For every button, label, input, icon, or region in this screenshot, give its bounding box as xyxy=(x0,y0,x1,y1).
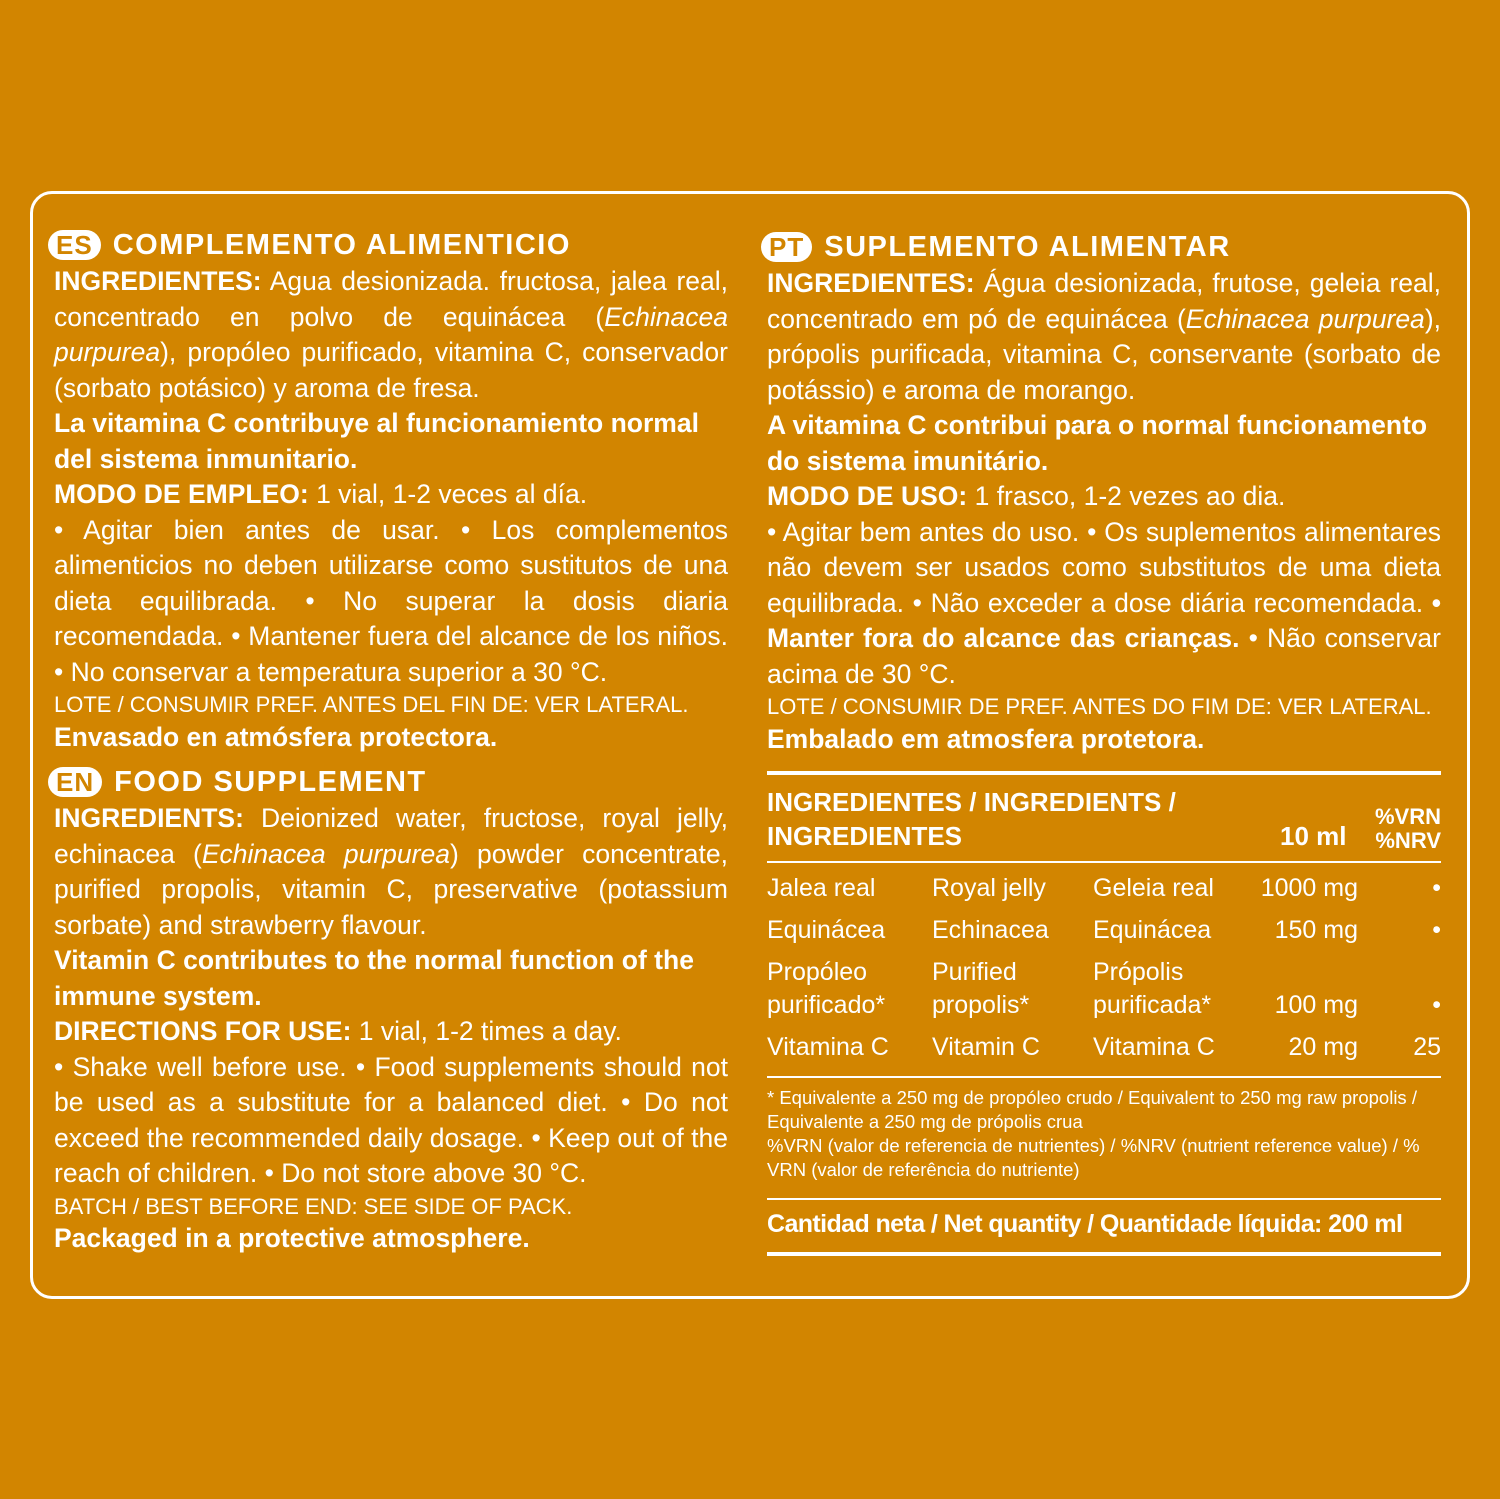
pt-ingredients-text-2: ), própolis purificada, vitamina C, conservante (sorbato de potássio) e aroma de morango. xyxy=(767,303,1441,405)
table-header-nrv-en: %NRV xyxy=(1375,828,1441,853)
pt-warnings xyxy=(767,515,1441,693)
pt-ingredients-text-1: Água desionizada, frutose, geleia real, concentrado em pó de equinácea ( xyxy=(767,268,1441,334)
table-header xyxy=(767,785,1441,853)
left-column xyxy=(54,228,728,1257)
cell-es: Vitamina C xyxy=(767,1033,889,1061)
footnote-nrv: %VRN (valor de referencia de nutrientes) / %NRV (nutrient reference value) / % VRN (valor de referência do nutriente) xyxy=(767,1135,1420,1180)
pt-title: SUPLEMENTO ALIMENTAR xyxy=(824,231,1231,263)
es-ingredients-text-2: ), propóleo purificado, vitamina C, conservador (sorbato potásico) y aroma de fresa. xyxy=(54,337,728,403)
en-language-badge: EN xyxy=(48,767,102,797)
pt-header xyxy=(767,230,1441,264)
pt-ingredients-label: INGREDIENTES: xyxy=(767,268,975,298)
table-header-nrv xyxy=(1359,805,1442,853)
cell-nrv: 25 xyxy=(1413,1033,1441,1061)
en-directions xyxy=(54,1014,728,1050)
table-row xyxy=(767,863,1441,905)
cell-quantity: 20 mg xyxy=(1288,1033,1358,1061)
table-header-ingredients: INGREDIENTES / INGREDIENTS / INGREDIENTES xyxy=(767,787,1176,851)
en-ingredients-text-2: ) powder concentrate, purified propolis, vitamin C, preservative (potassium sorbate) and strawberry flavour. xyxy=(54,838,728,940)
pt-directions xyxy=(767,479,1441,515)
pt-warnings-text-2: • Não conservar acima de 30 °C. xyxy=(767,623,1441,689)
cell-pt: Vitamina C xyxy=(1093,1033,1215,1061)
en-ingredients-text-1: Deionized water, fructose, royal jelly, echinacea ( xyxy=(54,803,728,869)
table-row xyxy=(767,1022,1441,1064)
es-title: COMPLEMENTO ALIMENTICIO xyxy=(112,229,571,261)
en-packaged: Packaged in a protective atmosphere. xyxy=(54,1223,530,1253)
es-language-badge: ES xyxy=(48,230,101,260)
table-row xyxy=(767,947,1441,1022)
es-header xyxy=(54,228,728,262)
pt-ingredients xyxy=(767,266,1441,408)
cell-pt: Equinácea xyxy=(1093,916,1212,944)
table-row xyxy=(767,905,1441,947)
en-directions-label: DIRECTIONS FOR USE: xyxy=(54,1016,352,1046)
net-bottom-rule xyxy=(767,1252,1441,1256)
es-directions xyxy=(54,477,728,513)
pt-warnings-text-1: • Agitar bem antes do uso. • Os suplementos alimentares não devem ser usados como substitutos de uma dieta equilibrada. • Não exceder a dose diária recomendada. xyxy=(767,516,1441,618)
pt-batch: LOTE / CONSUMIR DE PREF. ANTES DO FIM DE: VER LATERAL. xyxy=(767,694,1432,719)
en-warnings: • Shake well before use. • Food supplements should not be used as a substitute for a balanced diet. • Do not exceed the recommended daily dosage. • Keep out of the reach of children. • Do not store above 30 °C. xyxy=(54,1051,728,1188)
cell-quantity: 150 mg xyxy=(1274,916,1358,944)
table-top-rule xyxy=(767,771,1441,775)
es-directions-label: MODO DE EMPLEO: xyxy=(54,479,309,509)
en-header xyxy=(54,765,728,799)
es-ingredients-latin: Echinacea purpurea xyxy=(54,301,728,367)
es-ingredients-text-1: Agua desionizada. fructosa, jalea real, concentrado en polvo de equinácea ( xyxy=(54,266,728,332)
cell-nrv: • xyxy=(1432,991,1441,1019)
cell-pt: Geleia real xyxy=(1093,874,1214,902)
es-batch: LOTE / CONSUMIR PREF. ANTES DEL FIN DE: VER LATERAL. xyxy=(54,692,689,717)
es-directions-text: 1 vial, 1-2 veces al día. xyxy=(308,479,588,509)
es-ingredients-label: INGREDIENTES: xyxy=(54,266,262,296)
table-header-quantity: 10 ml xyxy=(1280,821,1347,851)
pt-language-badge: PT xyxy=(761,232,812,262)
pt-packaged: Embalado em atmosfera protetora. xyxy=(767,723,1205,754)
en-ingredients-label: INGREDIENTS: xyxy=(54,803,244,833)
en-batch: BATCH / BEST BEFORE END: SEE SIDE OF PACK. xyxy=(54,1193,573,1219)
cell-en: Echinacea xyxy=(932,916,1049,944)
pt-directions-label: MODO DE USO: xyxy=(767,481,968,511)
right-column xyxy=(767,230,1441,1256)
cell-es: Equinácea xyxy=(767,916,886,944)
cell-es: Jalea real xyxy=(767,874,876,902)
table-bottom-rule xyxy=(767,1076,1441,1078)
cell-es: Propóleo purificado* xyxy=(767,958,886,1019)
pt-claim: A vitamina C contribui para o normal funcionamento do sistema imunitário. xyxy=(767,410,1428,476)
en-ingredients-latin: Echinacea purpurea xyxy=(201,838,450,869)
cell-nrv: • xyxy=(1432,916,1441,944)
en-claim: Vitamin C contributes to the normal function of the immune system. xyxy=(54,945,694,1011)
es-warnings: • Agitar bien antes de usar. • Los complementos alimenticios no deben utilizarse como sustitutos de una dieta equilibrada. • No superar la dosis diaria recomendada. • Mantener fuera del alcance de los niños. • No conservar a temperatura superior a 30 °C. xyxy=(54,514,728,687)
cell-quantity: 1000 mg xyxy=(1260,874,1358,902)
es-claim: La vitamina C contribuye al funcionamiento normal del sistema inmunitario. xyxy=(54,408,699,474)
cell-nrv: • xyxy=(1432,874,1441,902)
cell-en: Royal jelly xyxy=(932,874,1046,902)
ingredients-table xyxy=(767,863,1441,1064)
es-packaged: Envasado en atmósfera protectora. xyxy=(54,721,498,752)
net-quantity: Cantidad neta / Net quantity / Quantidade líquida: 200 ml xyxy=(767,1210,1403,1238)
en-title: FOOD SUPPLEMENT xyxy=(114,766,427,798)
table-header-nrv-es: %VRN xyxy=(1374,804,1441,829)
es-ingredients xyxy=(54,264,728,406)
en-ingredients xyxy=(54,801,728,943)
net-top-rule xyxy=(767,1198,1441,1200)
cell-quantity: 100 mg xyxy=(1274,991,1358,1019)
pt-ingredients-latin: Echinacea purpurea xyxy=(1185,303,1425,334)
cell-en: Vitamin C xyxy=(932,1033,1040,1061)
en-directions-text: 1 vial, 1-2 times a day. xyxy=(351,1016,622,1046)
pt-warnings-bold: • Manter fora do alcance das crianças. xyxy=(767,587,1441,653)
pt-directions-text: 1 frasco, 1-2 vezes ao dia. xyxy=(967,481,1286,511)
footnote-propolis: * Equivalente a 250 mg de propóleo crudo / Equivalent to 250 mg raw propolis / Equivalente a 250 mg de própolis crua xyxy=(767,1087,1417,1132)
cell-pt: Própolis purificada* xyxy=(1093,958,1212,1019)
cell-en: Purified propolis* xyxy=(932,958,1030,1019)
